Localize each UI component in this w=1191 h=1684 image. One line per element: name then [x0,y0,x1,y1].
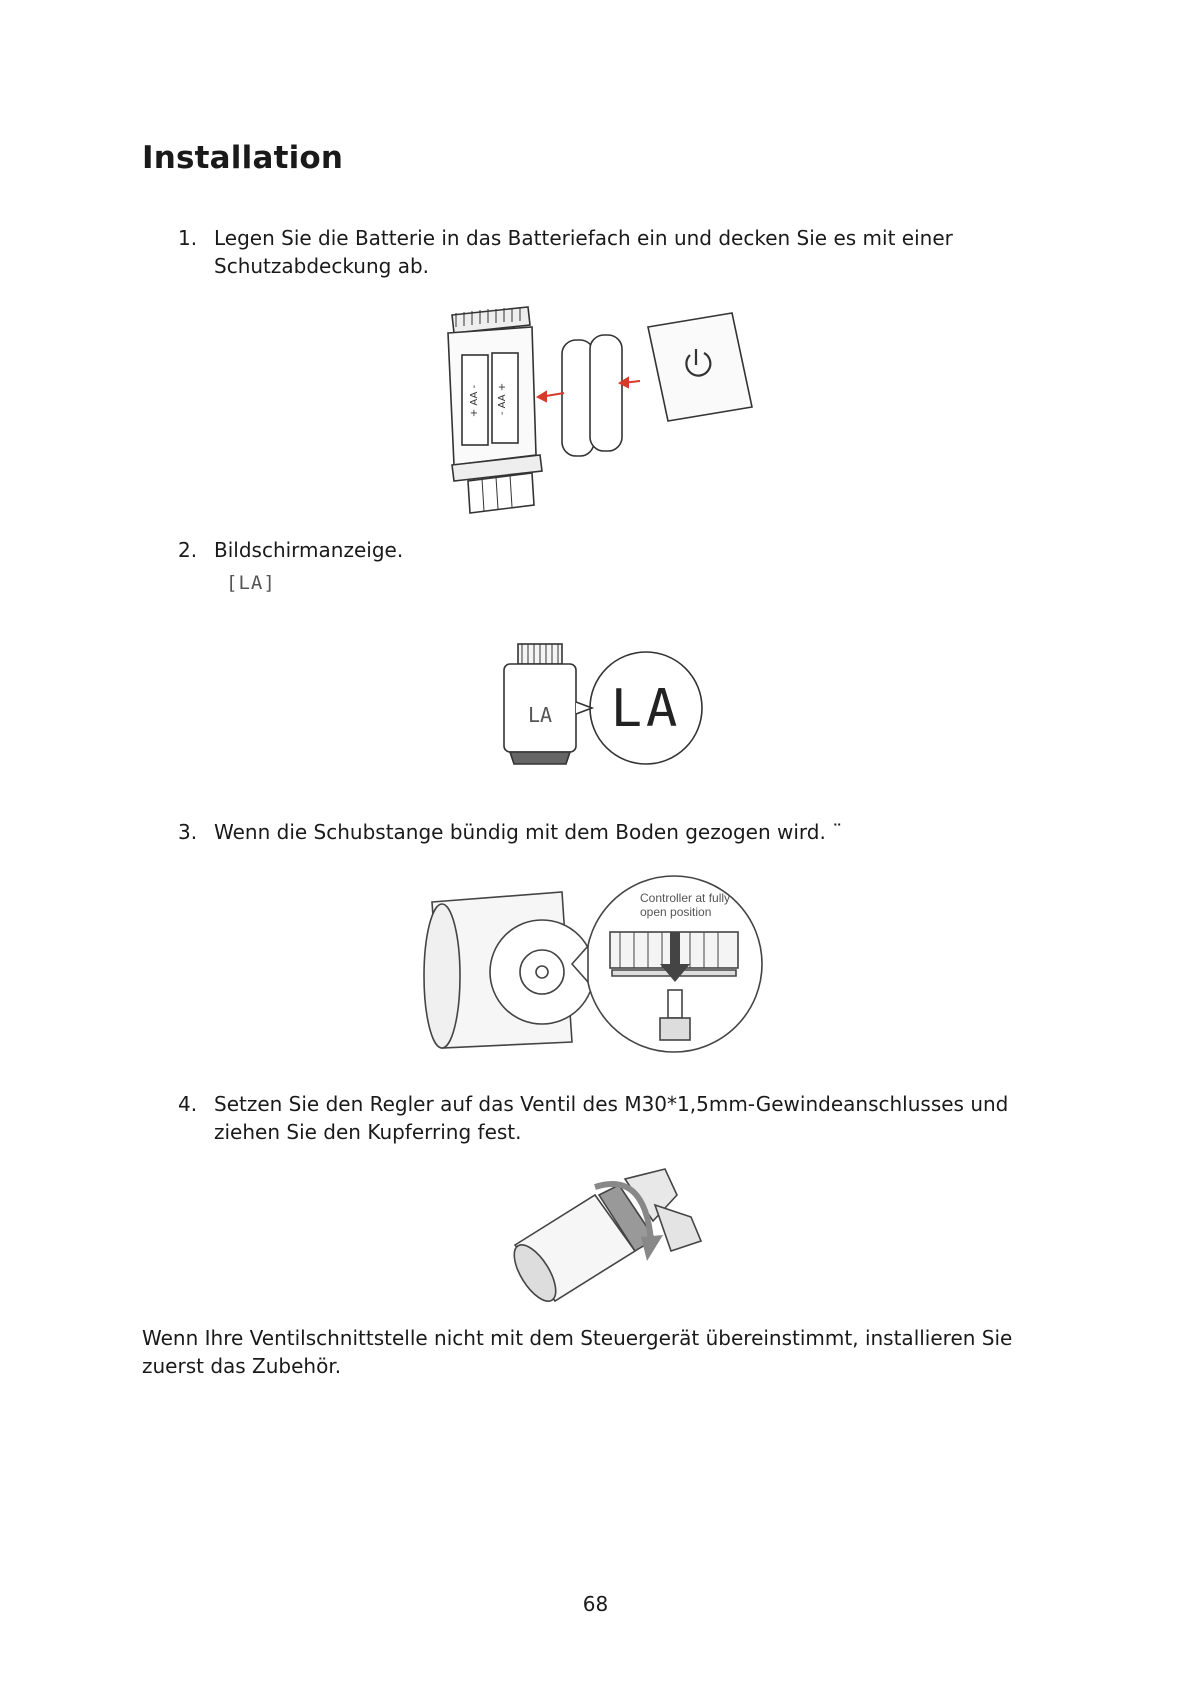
caption-line-1: Controller at fully [640,891,731,905]
step-text: Bildschirmanzeige. [214,538,404,562]
step-number: 4. [178,1092,198,1116]
battery-label-b: - AA + [497,382,508,416]
caption-line-2: open position [640,905,712,919]
step-text: Wenn die Schubstange bündig mit dem Boden gezogen wird. ¨ [214,820,843,844]
battery-installation-figure [440,305,760,515]
valve-mounting-figure [495,1165,715,1305]
note-paragraph: Wenn Ihre Ventilschnittstelle nicht mit dem Steuergerät übereinstimmt, installieren Sie zuerst das Zubehör. [142,1326,1013,1378]
step-number: 3. [178,820,198,844]
step-number: 1. [178,226,198,250]
display-code: [LA] [226,572,276,594]
step-text: Setzen Sie den Regler auf das Ventil des M30*1,5mm-Gewindeanschlusses und ziehen Sie den Kupferring fest. [214,1092,1009,1144]
battery-label-a: + AA - [469,384,480,418]
page-number: 68 [582,1592,609,1616]
display-figure [500,640,710,770]
step-text: Legen Sie die Batterie in das Batteriefach ein und decken Sie es mit einer Schutzabdeckung ab. [214,226,953,278]
page-title: Installation [142,140,344,176]
push-rod-figure [412,872,782,1062]
screen-text: LA [527,703,553,727]
step-number: 2. [178,538,198,562]
zoom-text: LA [610,679,682,739]
